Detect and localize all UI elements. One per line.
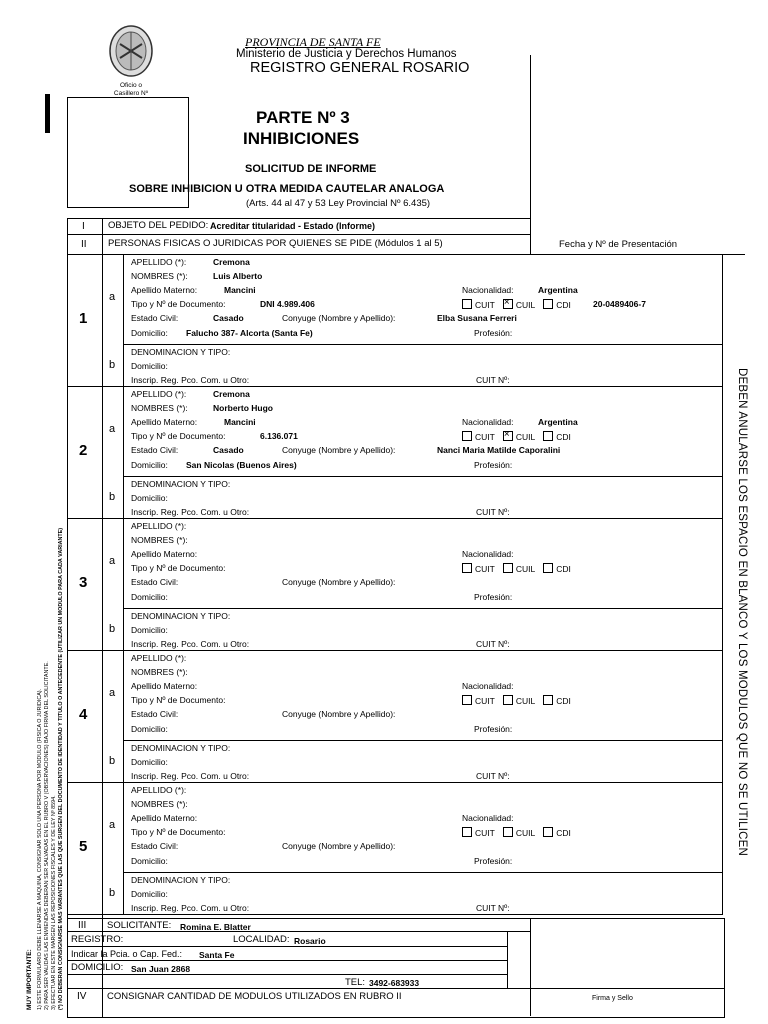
side-left-l2: 2) PARA SER VALIDAS LAS ENMIENDAS DEBERAN SER SALVADAS EN EL RUBRO V (OBSERVACIONES) BAJO FIRMA DEL SOLICITANTE. (44, 661, 50, 1010)
domicilio-label: Domicilio: (131, 592, 168, 602)
estado-civil-label: Estado Civil: (131, 313, 179, 323)
domicilio-solicitante-value[interactable]: San Juan 2868 (131, 964, 191, 974)
cuil-label: CUIL (515, 300, 536, 310)
domicilio-b-label: Domicilio: (131, 889, 168, 899)
cdi-label: CDI (556, 432, 571, 442)
cuit-no-label: CUIT Nº: (476, 639, 510, 649)
sub-a-label: a (109, 423, 116, 435)
nacionalidad-label: Nacionalidad: (462, 285, 514, 295)
seal-icon (108, 24, 154, 78)
cuit-label: CUIT (475, 432, 495, 442)
materno-label: Apellido Materno: (131, 417, 198, 427)
conyuge-label: Conyuge (Nombre y Apellido): (282, 313, 396, 323)
solicitante-label: SOLICITANTE: (107, 920, 172, 931)
domicilio-value[interactable]: San Nicolas (Buenos Aires) (186, 460, 297, 470)
inscrip-label: Inscrip. Reg. Pco. Com. u Otro: (131, 903, 250, 913)
denominacion-label: DENOMINACION Y TIPO: (131, 875, 231, 885)
module-number: 3 (79, 574, 88, 591)
cuit-checkbox[interactable] (462, 827, 472, 837)
materno-label: Apellido Materno: (131, 285, 198, 295)
cuit-value[interactable]: 20-0489406-7 (593, 299, 646, 309)
cuit-label: CUIT (475, 828, 495, 838)
sub-b-label: b (109, 887, 116, 899)
sub-b-label: b (109, 623, 116, 635)
domicilio-b-label: Domicilio: (131, 361, 168, 371)
conyuge-label: Conyuge (Nombre y Apellido): (282, 445, 396, 455)
registry-title: REGISTRO GENERAL ROSARIO (250, 60, 470, 76)
cdi-checkbox[interactable] (543, 563, 553, 573)
denominacion-label: DENOMINACION Y TIPO: (131, 347, 231, 357)
cuil-checkbox[interactable] (503, 827, 513, 837)
materno-value[interactable]: Mancini (224, 417, 256, 427)
inscrip-label: Inscrip. Reg. Pco. Com. u Otro: (131, 507, 250, 517)
cuit-label: CUIT (475, 696, 495, 706)
localidad-value[interactable]: Rosario (294, 936, 326, 946)
materno-label: Apellido Materno: (131, 549, 198, 559)
solicitud-title: SOLICITUD DE INFORME (245, 163, 377, 175)
rubro3-num: III (78, 920, 87, 931)
cuit-checkbox[interactable] (462, 431, 472, 441)
profesion-label: Profesión: (474, 856, 513, 866)
inscrip-label: Inscrip. Reg. Pco. Com. u Otro: (131, 639, 250, 649)
sub-a-label: a (109, 819, 116, 831)
cuit-no-label: CUIT Nº: (476, 507, 510, 517)
apellido-value[interactable]: Cremona (213, 257, 250, 267)
registro-label: REGISTRO: (71, 934, 124, 945)
nombres-value[interactable]: Luis Alberto (213, 271, 263, 281)
cuit-no-label: CUIT Nº: (476, 771, 510, 781)
inhibiciones-title: INHIBICIONES (243, 129, 360, 148)
module-number: 1 (79, 310, 88, 327)
arts-text: (Arts. 44 al 47 y 53 Ley Provincial Nº 6.435) (246, 198, 431, 209)
profesion-label: Profesión: (474, 724, 513, 734)
rubro2-label: PERSONAS FISICAS O JURIDICAS POR QUIENES SE PIDE (Módulos 1 al 5) (108, 238, 443, 249)
cdi-checkbox[interactable] (543, 431, 553, 441)
domicilio-value[interactable]: Falucho 387- Alcorta (Santa Fe) (186, 328, 313, 338)
tipo-doc-label: Tipo y Nº de Documento: (131, 299, 226, 309)
conyuge-value[interactable]: Elba Susana Ferreri (437, 313, 517, 323)
side-left-l1: 1) ESTE FORMULARIO DEBE LLENARSE A MAQUINA, CONSIGNAR SOLO UNA PERSONA POR MODULO (FISICA O JURIDICA). (37, 688, 43, 1010)
side-right-warning: DEBEN ANULARSE LOS ESPACIO EN BLANCO Y LOS MODULOS QUE NO SE UTILICEN (736, 368, 748, 856)
domicilio-label: Domicilio: (131, 724, 168, 734)
module-number: 4 (79, 706, 88, 723)
tipo-doc-label: Tipo y Nº de Documento: (131, 695, 226, 705)
cuil-label: CUIL (515, 432, 536, 442)
side-left-muy: MUY IMPORTANTE: (26, 949, 33, 1010)
rubro4-num: IV (77, 991, 87, 1002)
rubro4-label: CONSIGNAR CANTIDAD DE MODULOS UTILIZADOS EN RUBRO II (107, 991, 402, 1002)
nombres-label: NOMBRES (*): (131, 667, 188, 677)
apellido-label: APELLIDO (*): (131, 257, 187, 267)
parte-title: PARTE Nº 3 (256, 108, 350, 127)
cuil-checkbox[interactable] (503, 695, 513, 705)
nacionalidad-value[interactable]: Argentina (538, 417, 578, 427)
fecha-label: Fecha y Nº de Presentación (559, 239, 678, 250)
cdi-label: CDI (556, 564, 571, 574)
documento-value[interactable]: 6.136.071 (260, 431, 298, 441)
sub-a-label: a (109, 291, 116, 303)
nacionalidad-label: Nacionalidad: (462, 417, 514, 427)
domicilio-label: Domicilio: (131, 460, 168, 470)
nacionalidad-value[interactable]: Argentina (538, 285, 578, 295)
materno-value[interactable]: Mancini (224, 285, 256, 295)
pcia-label: Indicar la Pcia. o Cap. Fed.: (71, 949, 183, 959)
side-left-l3: 3) EFECTUAR EN ESTE MARGEN LAS REPOSICIONES FISCALES Y DE LEY Nº 8594. (51, 795, 57, 1010)
nacionalidad-label: Nacionalidad: (462, 681, 514, 691)
cdi-label: CDI (556, 828, 571, 838)
materno-label: Apellido Materno: (131, 681, 198, 691)
nacionalidad-label: Nacionalidad: (462, 813, 514, 823)
denominacion-label: DENOMINACION Y TIPO: (131, 479, 231, 489)
profesion-label: Profesión: (474, 460, 513, 470)
tipo-doc-label: Tipo y Nº de Documento: (131, 563, 226, 573)
sub-a-label: a (109, 555, 116, 567)
sub-b-label: b (109, 359, 116, 371)
ministry-title: Ministerio de Justicia y Derechos Humanos (236, 48, 457, 60)
conyuge-label: Conyuge (Nombre y Apellido): (282, 577, 396, 587)
estado-civil-label: Estado Civil: (131, 445, 179, 455)
cuil-checkbox[interactable] (503, 431, 513, 441)
domicilio-solicitante-label: DOMICILIO: (71, 962, 124, 973)
inscrip-label: Inscrip. Reg. Pco. Com. u Otro: (131, 771, 250, 781)
sobre-title: SOBRE INHIBICION U OTRA MEDIDA CAUTELAR ANALOGA (129, 183, 445, 195)
nombres-label: NOMBRES (*): (131, 799, 188, 809)
sub-a-label: a (109, 687, 116, 699)
profesion-label: Profesión: (474, 592, 513, 602)
apellido-label: APELLIDO (*): (131, 785, 187, 795)
cuil-checkbox[interactable] (503, 563, 513, 573)
estado-civil-label: Estado Civil: (131, 577, 179, 587)
tipo-doc-label: Tipo y Nº de Documento: (131, 431, 226, 441)
domicilio-label: Domicilio: (131, 328, 168, 338)
apellido-label: APELLIDO (*): (131, 653, 187, 663)
conyuge-value[interactable]: Nanci Maria Matilde Caporalini (437, 445, 561, 455)
domicilio-label: Domicilio: (131, 856, 168, 866)
module-number: 2 (79, 442, 88, 459)
rubro2-num: II (81, 239, 87, 250)
profesion-label: Profesión: (474, 328, 513, 338)
nombres-label: NOMBRES (*): (131, 271, 188, 281)
cuit-label: CUIT (475, 300, 495, 310)
tel-label: TEL: (345, 977, 366, 988)
rubro1-num: I (82, 221, 85, 232)
sub-b-label: b (109, 755, 116, 767)
conyuge-label: Conyuge (Nombre y Apellido): (282, 709, 396, 719)
cdi-checkbox[interactable] (543, 827, 553, 837)
apellido-label: APELLIDO (*): (131, 389, 187, 399)
firma-label: Firma y Sello (592, 995, 633, 1002)
solicitante-value[interactable]: Romina E. Blatter (180, 922, 251, 932)
nombres-value[interactable]: Norberto Hugo (213, 403, 273, 413)
cuil-checkbox[interactable] (503, 299, 513, 309)
cuil-label: CUIL (515, 564, 536, 574)
cuit-checkbox[interactable] (462, 563, 472, 573)
domicilio-b-label: Domicilio: (131, 493, 168, 503)
cdi-checkbox[interactable] (543, 695, 553, 705)
domicilio-b-label: Domicilio: (131, 625, 168, 635)
denominacion-label: DENOMINACION Y TIPO: (131, 743, 231, 753)
pcia-value[interactable]: Santa Fe (199, 950, 235, 960)
side-left-l4: (*) NO DEBERAN CONSIGNARSE MAS VARIANTES QUE LAS QUE SURGEN DEL DOCUMENTO DE IDENTIDAD Y TITULO O ANTECEDENTE (UTILIZAR UN MODULO PARA CADA VARIANTE) (58, 527, 64, 1010)
cuil-label: CUIL (515, 696, 536, 706)
apellido-value[interactable]: Cremona (213, 389, 250, 399)
cuit-label: CUIT (475, 564, 495, 574)
rubro1-value[interactable]: Acreditar titularidad - Estado (Informe) (210, 221, 376, 231)
domicilio-b-label: Domicilio: (131, 757, 168, 767)
materno-label: Apellido Materno: (131, 813, 198, 823)
estado-civil-value[interactable]: Casado (213, 445, 244, 455)
nombres-label: NOMBRES (*): (131, 535, 188, 545)
sub-b-label: b (109, 491, 116, 503)
documento-value[interactable]: DNI 4.989.406 (260, 299, 315, 309)
estado-civil-label: Estado Civil: (131, 841, 179, 851)
cdi-checkbox[interactable] (543, 299, 553, 309)
cuit-no-label: CUIT Nº: (476, 903, 510, 913)
tel-value[interactable]: 3492-683933 (369, 978, 420, 988)
margin-bar (45, 94, 50, 133)
cuil-label: CUIL (515, 828, 536, 838)
cuit-checkbox[interactable] (462, 695, 472, 705)
cdi-label: CDI (556, 300, 571, 310)
apellido-label: APELLIDO (*): (131, 521, 187, 531)
estado-civil-value[interactable]: Casado (213, 313, 244, 323)
conyuge-label: Conyuge (Nombre y Apellido): (282, 841, 396, 851)
module-number: 5 (79, 838, 88, 855)
tipo-doc-label: Tipo y Nº de Documento: (131, 827, 226, 837)
localidad-label: LOCALIDAD: (233, 934, 290, 945)
office-label: Oficio o Casillero Nº (113, 82, 149, 97)
cuit-no-label: CUIT Nº: (476, 375, 510, 385)
estado-civil-label: Estado Civil: (131, 709, 179, 719)
nacionalidad-label: Nacionalidad: (462, 549, 514, 559)
inscrip-label: Inscrip. Reg. Pco. Com. u Otro: (131, 375, 250, 385)
rubro1-label: OBJETO DEL PEDIDO: (108, 220, 209, 231)
cuit-checkbox[interactable] (462, 299, 472, 309)
cdi-label: CDI (556, 696, 571, 706)
denominacion-label: DENOMINACION Y TIPO: (131, 611, 231, 621)
province-title: PROVINCIA DE SANTA FE (245, 35, 381, 49)
nombres-label: NOMBRES (*): (131, 403, 188, 413)
